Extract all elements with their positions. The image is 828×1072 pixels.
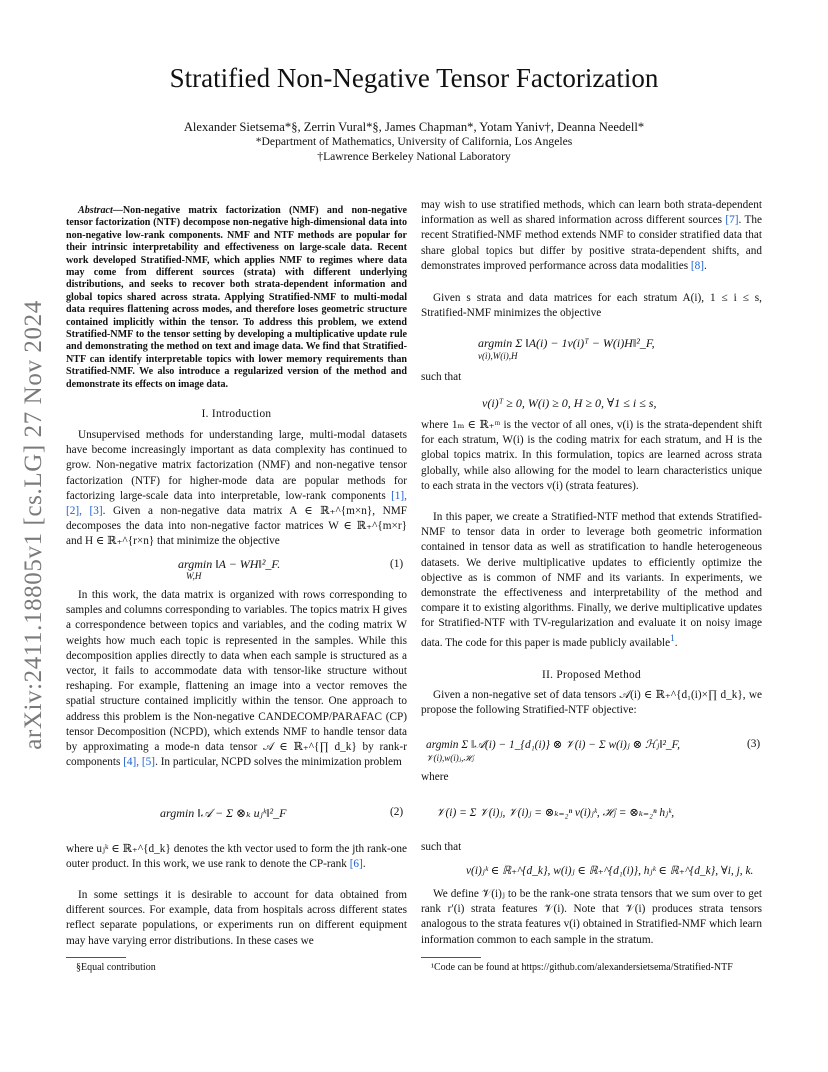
footnote-code-link[interactable]: ¹Code can be found at https://github.com/alexandersietsema/Stratified-NTF [431, 962, 733, 973]
equation-1-number: (1) [390, 558, 404, 570]
equation-1: argmin ‖A − WH‖²_F. [178, 557, 281, 571]
right-paragraph-2: Given s strata and data matrices for each stratum A(i), 1 ≤ i ≤ s, Stratified-NMF minimizes the objective [421, 292, 762, 320]
citation-link[interactable]: [8] [690, 259, 705, 272]
equation-stratified-nmf-subscript: v(i),W(i),H [478, 351, 518, 361]
intro-paragraph-4: In some settings it is desirable to account for data obtained from different sources. For example, data from hospitals across different states reflect separate populations, or experiments run on different equipment may have varying error distributions. In these cases we [66, 889, 407, 947]
citation-link[interactable]: [7] [725, 214, 739, 227]
such-that-label-1: such that [421, 371, 462, 383]
equation-2: argmin ‖𝒜 − Σ ⊗ₖ uⱼᵏ‖²_F [160, 806, 287, 820]
right-paragraph-1: may wish to use stratified methods, which can learn both strata-dependent information as well as shared information across different sources [7]. The recent Stratified-NMF method extends NMF to consider stratified data that share global topics but differ by positive strata-dependent shifts, and demonstrates improved performance across data modalities [8]. [421, 199, 762, 272]
where-label: where [421, 771, 449, 783]
right-paragraph-3: where 1ₘ ∈ ℝ₊ᵐ is the vector of all ones, v(i) is the strata-dependent shift for each stratum, W(i) is the coding matrix for each stratum, and H is the global topics matrix. In this formulation, topics are learned across strata globally, while also allowing for the model to learn characteristics unique to each strata in the vectors v(i) (strata features). [421, 419, 762, 492]
abstract [66, 205, 407, 391]
citation-link[interactable]: [1], [2], [3] [66, 489, 407, 518]
footnote-rule [66, 957, 126, 958]
equation-3-number: (3) [747, 738, 761, 750]
right-paragraph-6: We define 𝒱(i)ⱼ to be the rank-one strata tensors that we sum over to get rank r′(i) strata features 𝒱(i). Note that 𝒱(i) produces strata tensors analogous to the strata features v(i) obtained in Stratified-NMF which learn information common to each sample in the stratum. [421, 888, 762, 946]
author-list: Alexander Sietsema*§, Zerrin Vural*§, James Chapman*, Yotam Yaniv†, Deanna Needell* [183, 120, 645, 134]
arxiv-identifier [14, 290, 54, 760]
right-paragraph-4: In this paper, we create a Stratified-NTF method that extends Stratified-NMF to tensor data in order to leverage both geometric information contained in tensor data as well as stratification to handle heterogeneous datasets. We derive multiplicative updates to efficiently optimize the objective as is common of NMF and its variants. In experiments, we demonstrate the effectiveness and interpretability of the method and compare it to existing algorithms. Finally, we derive multiplicative updates for Stratified-NTF with TV-regularization and evaluate it on noisy image data. The code for this paper is made publicly available$^1$. [421, 511, 762, 649]
equation-domains: v(i)ⱼᵏ ∈ ℝ₊^{d_k}, w(i)ⱼ ∈ ℝ₊^{d₁(i)}, hⱼᵏ ∈ ℝ₊^{d_k}, ∀i, j, k. [466, 865, 754, 877]
such-that-label-2: such that [421, 841, 462, 853]
intro-paragraph-1: Unsupervised methods for understanding large, multi-modal datasets have become increasingly important as data complexity has continued to grow. Non-negative matrix factorization (NMF) and non-negative tensor factorization (NTF) for higher-mode data are popular methods for factorizing large-scale data into interpretable, low-rank components [1], [2], [3]. Given a non-negative data matrix A ∈ ℝ₊^{m×n}, NMF decomposes the data into non-negative factor matrices W ∈ ℝ₊^{m×r} and H ∈ ℝ₊^{r×n} that minimize the objective [66, 429, 407, 548]
intro-paragraph-2: In this work, the data matrix is organized with rows corresponding to samples and columns corresponding to variables. The topics matrix H gives a correspondence between topics and variables, and the coding matrix W weights how much each topic is represented in the samples. While this decomposition applies directly to data when each sample is structured as a vector, it fails to accommodate data with tensor-like structure without reshaping. For example, flattening an image into a vector removes the spatial structure contained implicitly within the tensor. One approach to address this problem is the Non-negative CANDECOMP/PARAFAC (CP) tensor Decomposition (NCPD), which extends NMF to handle tensor data by approximating a mode-n data tensor 𝒜 ∈ ℝ₊^{∏ d_k} by rank-r components [4], [5]. In particular, NCPD solves the minimization problem [66, 589, 407, 769]
equation-3-subscript: 𝒱(i),w(i)ⱼ,ℋⱼ [426, 753, 474, 763]
footnote-equal-contribution: §Equal contribution [76, 962, 156, 973]
abstract-text: —Non-negative matrix factorization (NMF) and non-negative tensor factorization (NTF) decompose non-negative high-dimensional data into non-negative low-rank components. NMF and NTF methods are popular for their intrinsic interpretability and effectiveness on large-scale data. Recent work developed Stratified-NMF, which applies NMF to regimes where data may come from different sources (strata) with different underlying distributions, and seeks to recover both strata-dependent information and global topics shared across strata. Applying Stratified-NMF to multi-modal data requires flattening across modes, and therefore loses geometric structure contained implicitly within the tensor. To address this problem, we extend Stratified-NMF to the tensor setting by developing a multiplicative update rule and demonstrating the method on text and image data. We find that Stratified-NTF can identify interpretable topics with lower memory requirements than Stratified-NMF. We also introduce a regularized version of the method and demonstrate its effects on image data. [66, 205, 407, 390]
footnote-rule-right [421, 957, 481, 958]
affiliation-lbnl: †Lawrence Berkeley National Laboratory [317, 150, 511, 163]
equation-constraints: v(i)ᵀ ≥ 0, W(i) ≥ 0, H ≥ 0, ∀1 ≤ i ≤ s, [482, 396, 657, 410]
intro-paragraph-3: where uⱼᵏ ∈ ℝ₊^{d_k} denotes the kth vector used to form the jth rank-one outer product. In this work, we use rank to denote the CP-rank [6]. [66, 843, 407, 871]
equation-1-subscript: W,H [186, 571, 202, 581]
section-heading-proposed-method: II. Proposed Method [542, 669, 641, 681]
equation-3: argmin Σ ‖𝒜(i) − 1_{d₁(i)} ⊗ 𝒱(i) − Σ w(i)ⱼ ⊗ ℋⱼ‖²_F, [426, 739, 680, 751]
footnote-marker[interactable]: 1 [670, 633, 675, 644]
affiliation-ucla: *Department of Mathematics, University of California, Los Angeles [255, 135, 573, 148]
citation-link[interactable]: [4], [5] [123, 756, 156, 769]
section-heading-introduction: I. Introduction [201, 408, 272, 420]
citation-link[interactable]: [6] [349, 858, 363, 871]
arxiv-identifier-text: arXiv:2411.18805v1 [cs.LG] 27 Nov 2024 [20, 300, 47, 750]
equation-strata-tensor-definitions: 𝒱(i) = Σ 𝒱(i)ⱼ, 𝒱(i)ⱼ = ⊗ₖ₌₂ⁿ v(i)ⱼᵏ, ℋⱼ = ⊗ₖ₌₂ⁿ hⱼᵏ, [436, 807, 675, 819]
equation-2-number: (2) [390, 806, 404, 818]
right-paragraph-5: Given a non-negative set of data tensors 𝒜(i) ∈ ℝ₊^{d₁(i)×∏ d_k}, we propose the following Stratified-NTF objective: [421, 689, 762, 717]
abstract-label: Abstract [78, 205, 113, 216]
paper-title: Stratified Non-Negative Tensor Factorization [169, 63, 659, 93]
equation-stratified-nmf: argmin Σ ‖A(i) − 1v(i)ᵀ − W(i)H‖²_F, [478, 336, 655, 350]
